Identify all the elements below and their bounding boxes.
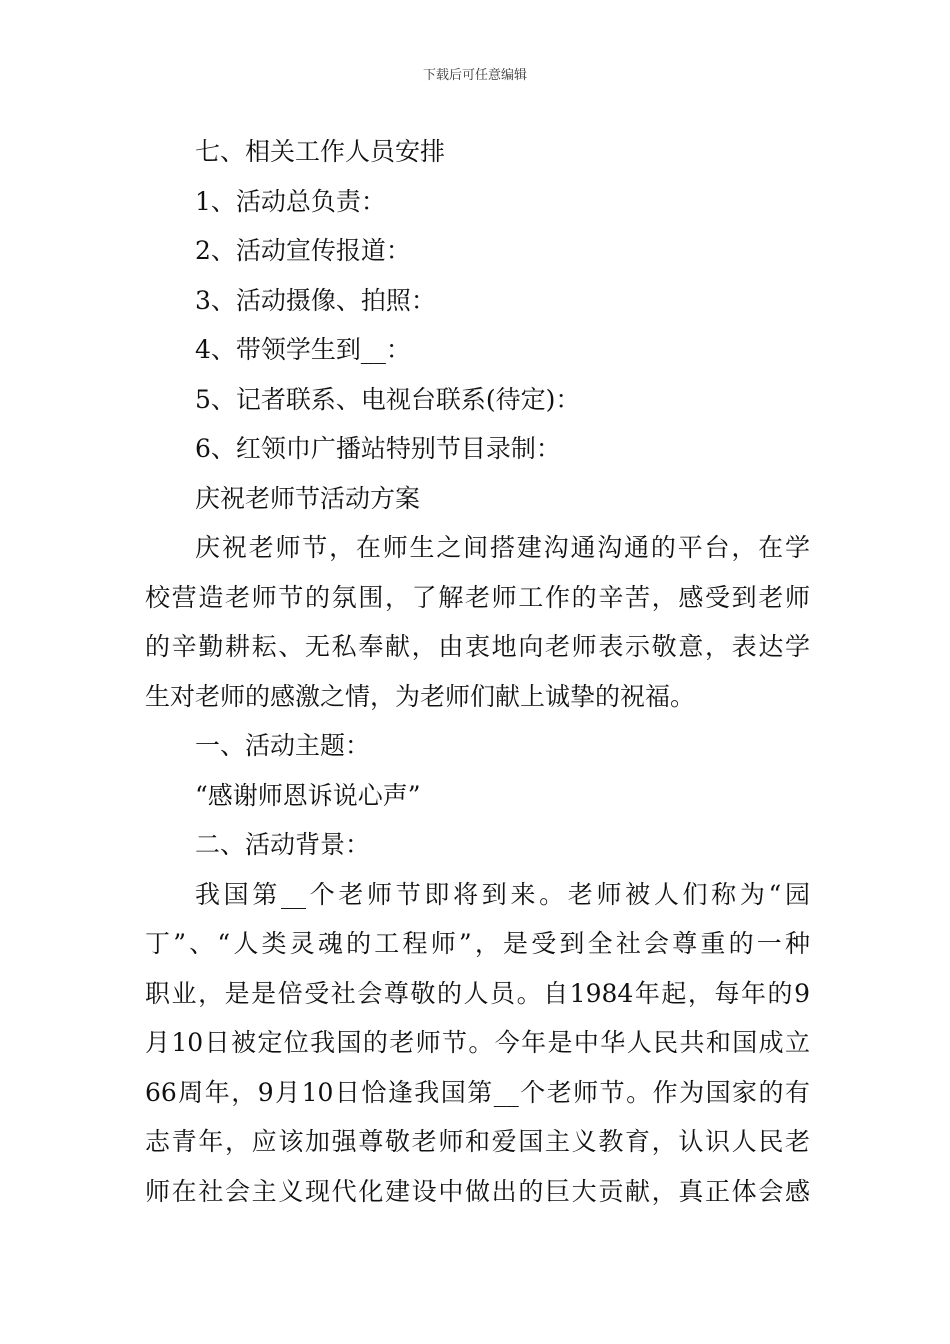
paragraph-line: 师在社会主义现代化建设中做出的巨大贡献，真正体会感 [145,1176,810,1206]
list-item: 3、活动摄像、拍照： [195,285,436,315]
list-item: 6、红领巾广播站特别节目录制： [195,434,561,463]
theme-text: “感谢师恩诉说心声” [195,780,421,810]
document-body [145,127,810,1216]
page-header: 下载后可任意编辑 [422,68,527,83]
paragraph-line: 职业，是是倍受社会尊敬的人员。自1984年起，每年的9 [145,978,810,1008]
section-heading-theme: 一、活动主题： [195,731,371,760]
section-heading-background: 二、活动背景： [195,830,371,859]
paragraph-line: 丁”、“人类灵魂的工程师”，是受到全社会尊重的一种 [145,929,810,958]
list-item: 4、带领学生到__： [195,335,411,364]
background-paragraph [145,870,810,1217]
list-item: 1、活动总负责： [195,186,386,216]
intro-paragraph [145,523,810,721]
paragraph-line: 月10日被定位我国的老师节。今年是中华人民共和国成立 [145,1028,810,1057]
section-heading-staff: 七、相关工作人员安排 [195,137,446,166]
paragraph-line: 志青年，应该加强尊敬老师和爱国主义教育，认识人民老 [145,1127,810,1156]
paragraph-line: 生对老师的感激之情，为老师们献上诚挚的祝福。 [145,681,696,711]
paragraph-line: 66周年，9月10日恰逢我国第__个老师节。作为国家的有 [145,1077,810,1107]
paragraph-line: 我国第__个老师节即将到来。老师被人们称为“园 [195,879,810,909]
paragraph-line: 校营造老师节的氛围，了解老师工作的辛苦，感受到老师 [145,582,810,612]
list-item: 2、活动宣传报道： [195,236,411,265]
list-item: 5、记者联系、电视台联系(待定)： [195,384,581,414]
paragraph-line: 庆祝老师节，在师生之间搭建沟通沟通的平台，在学 [195,533,810,562]
document-title: 庆祝老师节活动方案 [195,483,421,513]
paragraph-line: 的辛勤耕耘、无私奉献，由衷地向老师表示敬意，表达学 [145,632,810,661]
